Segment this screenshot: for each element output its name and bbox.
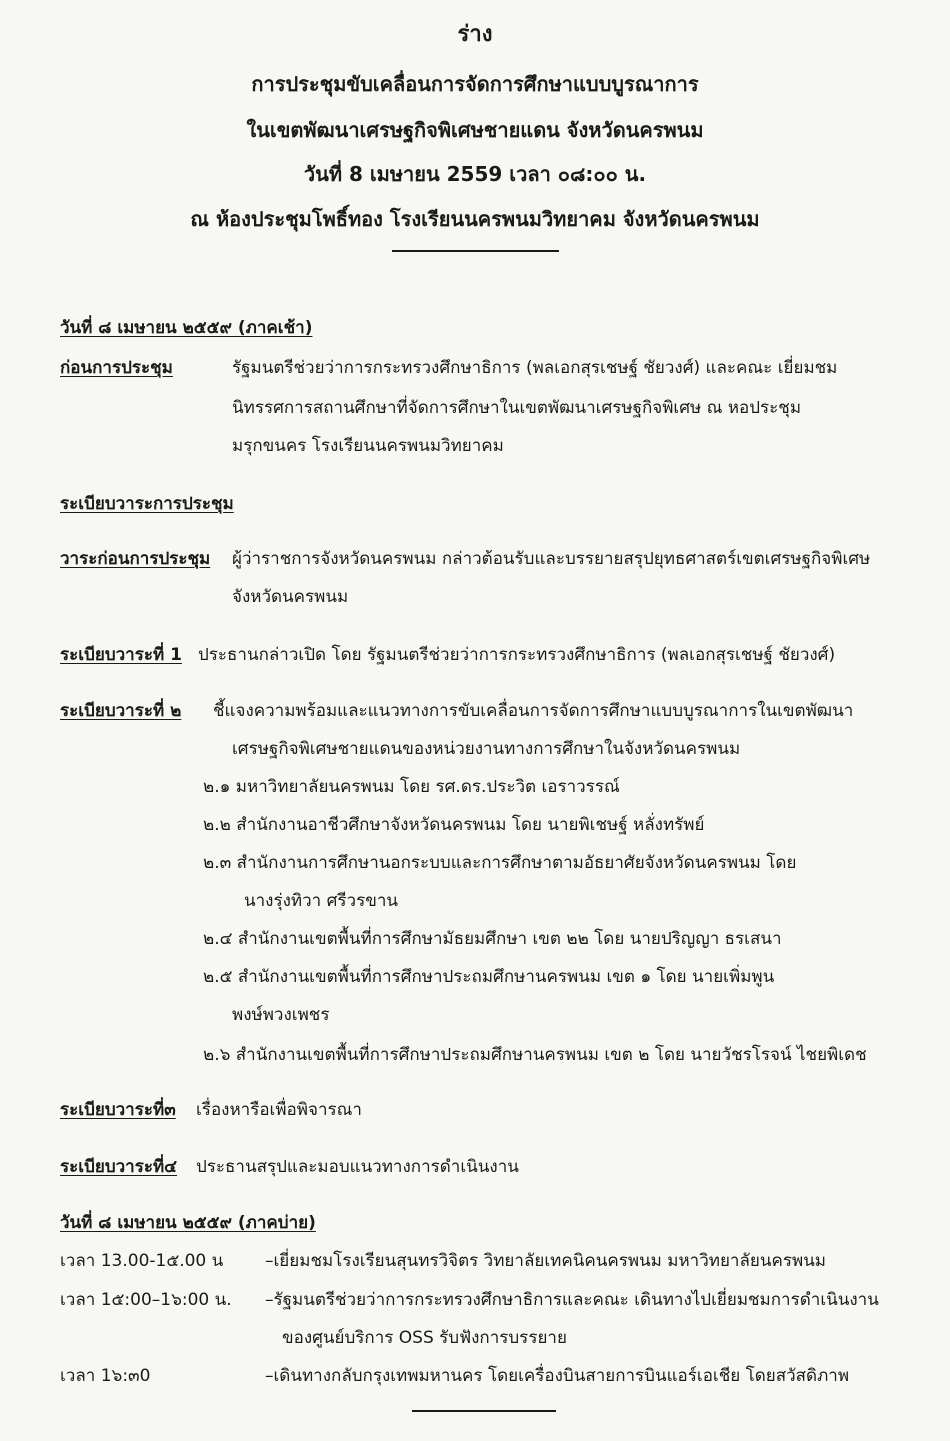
pre-agenda-line: ผู้ว่าราชการจังหวัดนครพนม กล่าวต้อนรับและบรรยายสรุปยุทธศาสตร์เขตเศรษฐกิจพิเศษ: [232, 549, 871, 569]
agenda-item-3-label: ระเบียบวาระที่๓: [60, 1100, 176, 1120]
meeting-title: การประชุมขับเคลื่อนการจัดการศึกษาแบบบูรณาการ: [251, 72, 699, 96]
pre-agenda-label: วาระก่อนการประชุม: [60, 549, 211, 569]
draft-title: ร่าง: [457, 22, 493, 47]
before-meeting-line: รัฐมนตรีช่วยว่าการกระทรวงศึกษาธิการ (พลเอกสุรเชษฐ์ ชัยวงศ์) และคณะ เยี่ยมชม: [232, 358, 838, 378]
agenda-item-2-line: เศรษฐกิจพิเศษชายแดนของหน่วยงานทางการศึกษาในจังหวัดนครพนม: [232, 739, 741, 759]
agenda-heading: ระเบียบวาระการประชุม: [60, 494, 234, 514]
schedule-time: เวลา 1๕:00–1๖:00 น.: [60, 1290, 232, 1310]
schedule-time: เวลา 1๖:๓0: [60, 1366, 151, 1386]
schedule-desc: –เยี่ยมชมโรงเรียนสุนทรวิจิตร วิทยาลัยเทคนิคนครพนม มหาวิทยาลัยนครพนม: [265, 1251, 827, 1271]
agenda-item-4-label: ระเบียบวาระที่๔: [60, 1157, 178, 1177]
sub-item-continuation: พงษ์พวงเพชร: [232, 1005, 330, 1025]
afternoon-heading: วันที่ ๘ เมษายน ๒๕๕๙ (ภาคบ่าย): [60, 1213, 316, 1233]
schedule-desc: –รัฐมนตรีช่วยว่าการกระทรวงศึกษาธิการและคณะ เดินทางไปเยี่ยมชมการดำเนินงาน: [265, 1290, 879, 1310]
meeting-venue: ณ ห้องประชุมโพธิ์ทอง โรงเรียนนครพนมวิทยาคม จังหวัดนครพนม: [190, 207, 760, 231]
agenda-item-4-text: ประธานสรุปและมอบแนวทางการดำเนินงาน: [196, 1157, 519, 1177]
schedule-time: เวลา 13.00-1๕.00 น: [60, 1251, 224, 1271]
agenda-item-2-label: ระเบียบวาระที่ ๒: [60, 701, 182, 721]
footer-divider: [412, 1410, 556, 1412]
sub-item-continuation: นางรุ่งทิวา ศรีวรขาน: [244, 891, 398, 911]
agenda-item-1-label: ระเบียบวาระที่ 1: [60, 645, 182, 665]
agenda-item-1-text: ประธานกล่าวเปิด โดย รัฐมนตรีช่วยว่าการกระทรวงศึกษาธิการ (พลเอกสุรเชษฐ์ ชัยวงศ์): [198, 645, 836, 665]
sub-item: ๒.๑ มหาวิทยาลัยนครพนม โดย รศ.ดร.ประวิต เอราวรรณ์: [203, 777, 620, 797]
schedule-desc: –เดินทางกลับกรุงเทพมหานคร โดยเครื่องบินสายการบินแอร์เอเชีย โดยสวัสดิภาพ: [265, 1366, 850, 1386]
pre-agenda-line: จังหวัดนครพนม: [232, 587, 349, 607]
agenda-item-2-line: ชี้แจงความพร้อมและแนวทางการขับเคลื่อนการจัดการศึกษาแบบบูรณาการในเขตพัฒนา: [213, 701, 854, 721]
sub-item: ๒.๕ สำนักงานเขตพื้นที่การศึกษาประถมศึกษานครพนม เขต ๑ โดย นายเพิ่มพูน: [203, 967, 775, 987]
agenda-item-3-text: เรื่องหารือเพื่อพิจารณา: [196, 1100, 362, 1120]
before-meeting-line: นิทรรศการสถานศึกษาที่จัดการศึกษาในเขตพัฒนาเศรษฐกิจพิเศษ ณ หอประชุม: [232, 398, 802, 418]
sub-item: ๒.๖ สำนักงานเขตพื้นที่การศึกษาประถมศึกษานครพนม เขต ๒ โดย นายวัชรโรจน์ ไชยพิเดช: [203, 1045, 867, 1065]
sub-item: ๒.๒ สำนักงานอาชีวศึกษาจังหวัดนครพนม โดย นายพิเชษฐ์ หลั่งทรัพย์: [203, 815, 705, 835]
header-divider: [392, 250, 559, 252]
meeting-date: วันที่ 8 เมษายน 2559 เวลา ๐๘:๐๐ น.: [303, 162, 647, 186]
meeting-zone: ในเขตพัฒนาเศรษฐกิจพิเศษชายแดน จังหวัดนครพนม: [246, 118, 704, 142]
sub-item: ๒.๔ สำนักงานเขตพื้นที่การศึกษามัธยมศึกษา เขต ๒๒ โดย นายปริญญา ธรเสนา: [203, 929, 782, 949]
before-meeting-line: มรุกขนคร โรงเรียนนครพนมวิทยาคม: [232, 436, 504, 456]
schedule-desc-continuation: ของศูนย์บริการ OSS รับฟังการบรรยาย: [282, 1328, 567, 1348]
before-meeting-label: ก่อนการประชุม: [60, 358, 173, 378]
sub-item: ๒.๓ สำนักงานการศึกษานอกระบบและการศึกษาตามอัธยาศัยจังหวัดนครพนม โดย: [203, 853, 797, 873]
morning-heading: วันที่ ๘ เมษายน ๒๕๕๙ (ภาคเช้า): [60, 318, 313, 338]
